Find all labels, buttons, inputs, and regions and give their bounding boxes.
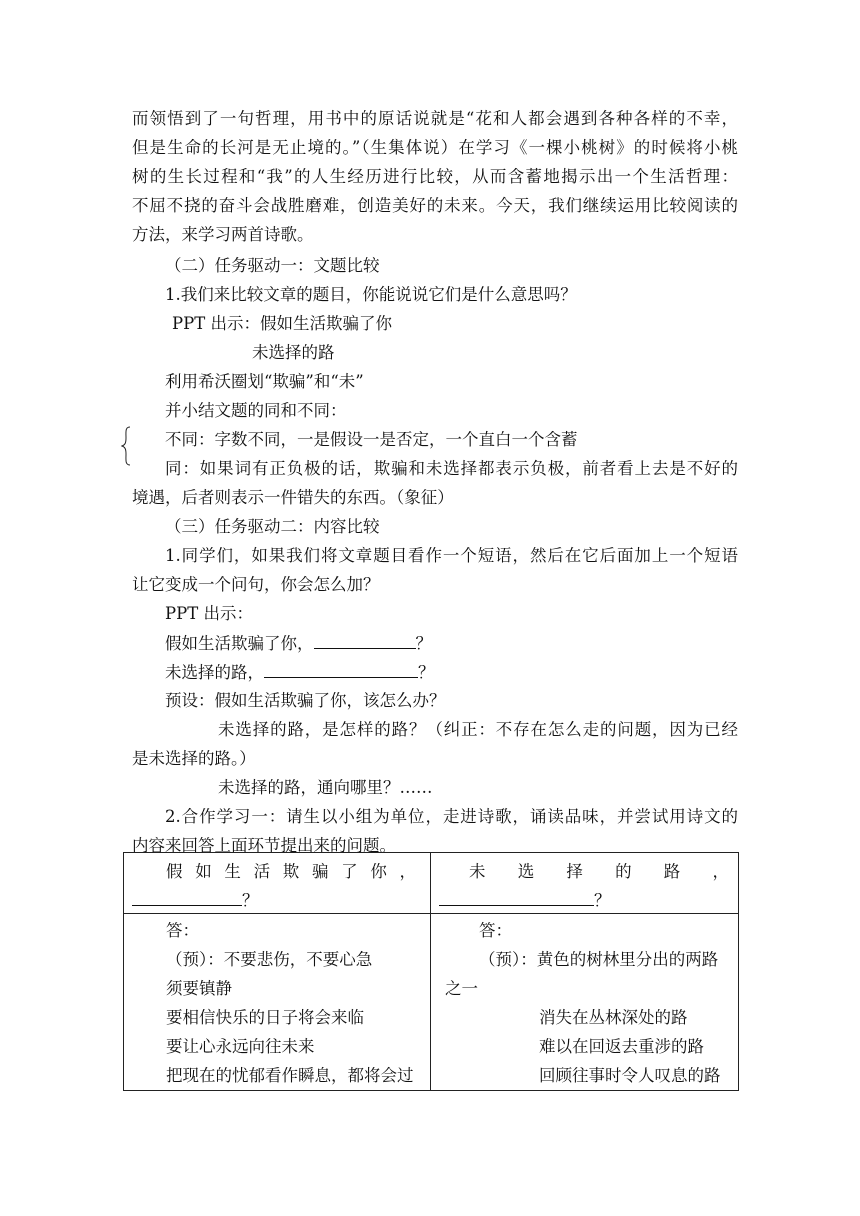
question-mark: ？ (418, 663, 435, 682)
instruction-text: 利用希沃圈划“欺骗”和“未” (165, 372, 364, 391)
question-mark: ？ (594, 891, 611, 910)
comparison-table (123, 852, 739, 1091)
answer-line: 把现在的忧郁看作瞬息，都将会过 (166, 1066, 414, 1085)
cooperative-task: 内容来回答上面环节提出来的问题。 (132, 836, 396, 855)
difference-text: 不同：字数不同，一是假设一是否定，一个直白一个含蓄 (165, 430, 578, 449)
blank-underline (132, 889, 242, 906)
fill-blank-prompt: 未选择的路， (165, 663, 264, 682)
header-blank (132, 889, 259, 911)
paragraph-line: 树的生长过程和“我”的人生经历进行比较，从而含蓄地揭示出一个生活哲理： (132, 167, 738, 186)
blank-underline (314, 632, 416, 649)
answer-label: 答： (479, 921, 512, 940)
answer-label: 答： (166, 921, 199, 940)
blank-underline (439, 889, 594, 906)
paragraph-line: 不屈不挠的奋斗会战胜磨难，创造美好的未来。今天，我们继续运用比较阅读的 (132, 196, 738, 215)
answer-line: 要相信快乐的日子将会来临 (166, 1008, 364, 1027)
answer-line: 须要镇静 (166, 979, 232, 998)
preset-answer: 未选择的路，是怎样的路？（纠正：不存在怎么走的问题，因为已经 (218, 720, 738, 739)
ppt-display-text: PPT 出示：假如生活欺骗了你 (172, 314, 392, 333)
paragraph-line: 但是生命的长河是无止境的。”（生集体说）在学习《一棵小桃树》的时候将小桃 (132, 138, 738, 157)
ppt-display-text: 未选择的路 (252, 343, 335, 362)
summary-text: 并小结文题的同和不同： (165, 401, 347, 420)
table-row (124, 914, 739, 1091)
question-text: 1.我们来比较文章的题目，你能说说它们是什么意思吗？ (165, 285, 577, 304)
section-heading: （二）任务驱动一：文题比较 (165, 256, 380, 275)
table-answer-cell-left (124, 914, 431, 1091)
paragraph-line: 而领悟到了一句哲理，用书中的原话说就是“花和人都会遇到各种各样的不幸， (132, 109, 738, 128)
question-mark: ？ (415, 634, 432, 653)
fill-blank-line (165, 661, 435, 683)
question-mark: ？ (242, 891, 259, 910)
answer-line: （预）：不要悲伤，不要心急 (166, 950, 373, 969)
ppt-display-text: PPT 出示： (165, 604, 253, 623)
table-answer-cell-right (431, 914, 739, 1091)
table-header-cell-right (431, 853, 739, 914)
answer-line: 消失在丛林深处的路 (539, 1008, 688, 1027)
blank-underline (264, 661, 418, 678)
preset-answer: 未选择的路，通向哪里？…… (218, 778, 433, 797)
answer-line: 之一 (445, 979, 478, 998)
similarity-text: 境遇，后者则表示一件错失的东西。（象征） (132, 488, 454, 507)
preset-answer: 预设：假如生活欺骗了你，该怎么办？ (165, 691, 446, 710)
curly-brace-icon (121, 426, 131, 466)
header-blank (439, 889, 611, 911)
answer-line: 难以在回返去重涉的路 (539, 1037, 704, 1056)
similarity-text: 同：如果词有正负极的话，欺骗和未选择都表示负极，前者看上去是不好的 (165, 459, 738, 478)
paragraph-line: 方法，来学习两首诗歌。 (132, 225, 314, 244)
table-header-row (124, 853, 739, 914)
header-title: 未选择的路， (469, 862, 729, 881)
fill-blank-prompt: 假如生活欺骗了你， (165, 634, 314, 653)
cooperative-task: 2.合作学习一：请生以小组为单位，走进诗歌，诵读品味，并尝试用诗文的 (165, 807, 738, 826)
answer-line: 回顾往事时令人叹息的路 (539, 1066, 721, 1085)
answer-line: 要让心永远向往未来 (166, 1037, 315, 1056)
question-text: 让它变成一个问句，你会怎么加？ (132, 575, 380, 594)
question-text: 1.同学们，如果我们将文章题目看作一个短语，然后在它后面加上一个短语 (165, 546, 738, 565)
preset-answer: 是未选择的路。） (132, 749, 256, 768)
answer-line: （预）：黄色的树林里分出的两路 (479, 950, 719, 969)
header-title: 假如生活欺骗了你， (166, 862, 416, 881)
table-header-cell-left (124, 853, 431, 914)
section-heading: （三）任务驱动二：内容比较 (165, 517, 380, 536)
fill-blank-line (165, 632, 432, 654)
